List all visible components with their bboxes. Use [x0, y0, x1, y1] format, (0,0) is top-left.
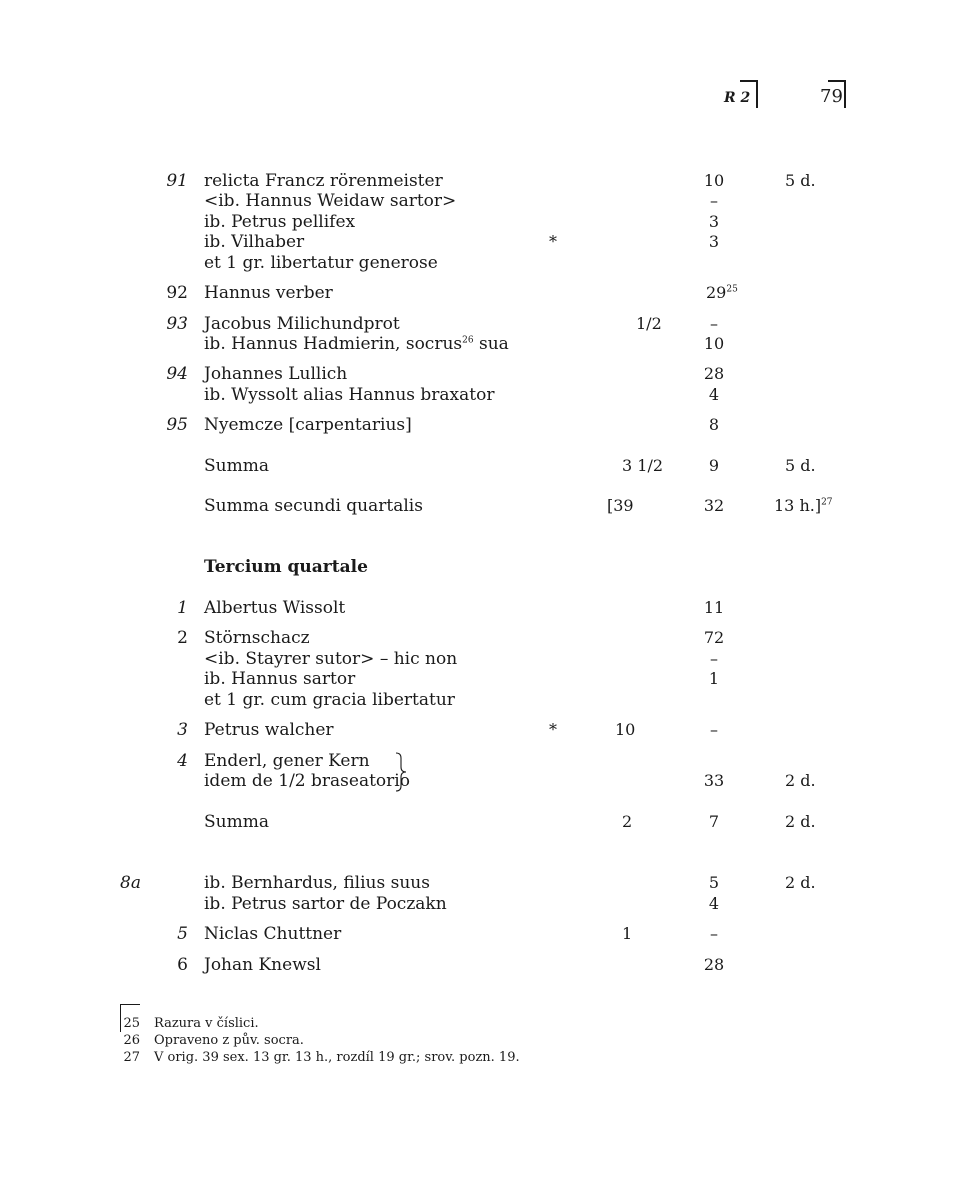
brace-icon [394, 752, 408, 792]
marginal-folio-note: 8a [120, 873, 141, 893]
entry-line: ib. Vilhaber [204, 232, 305, 252]
entry-number: 93 [166, 314, 188, 334]
value-groschen: 3 [708, 232, 720, 251]
footnote-ref: 27 [821, 497, 833, 508]
value-groschen: 33 [703, 771, 725, 790]
value-sexagenae: 2 [622, 812, 633, 831]
entry-line: Johan Knewsl [204, 955, 321, 975]
signature-bracket-top [740, 80, 758, 82]
value-denarii: 2 d. [785, 812, 816, 831]
entry-number: 1 [177, 598, 188, 618]
entry-line: ib. Wyssolt alias Hannus braxator [204, 385, 495, 405]
entry-number: 5 [177, 924, 188, 944]
footnote-text: V orig. 39 sex. 13 gr. 13 h., rozdíl 19 gr.; srov. pozn. 19. [154, 1050, 520, 1065]
footnote-number: 26 [123, 1033, 140, 1048]
value-groschen: 5 [708, 873, 720, 892]
footnote-rule [120, 1004, 140, 1005]
value-sexagenae: 3 1/2 [622, 456, 664, 475]
value-denarii: 5 d. [785, 456, 816, 475]
value-hellers: 13 h.]$^{27}$ [774, 496, 833, 515]
footnote-ref: 25 [726, 284, 738, 295]
summa-label: Summa [204, 812, 269, 832]
page-number: 79 [820, 86, 843, 107]
entry-line: ib. Hannus Hadmierin, socrus$^{26}$ sua [204, 334, 509, 354]
entry-line: ib. Bernhardus, filius suus [204, 873, 430, 893]
value-groschen: 28 [703, 364, 725, 383]
entry-line: ib. Petrus pellifex [204, 212, 356, 232]
entry-line: et 1 gr. libertatur generose [204, 253, 438, 273]
value-denarii: 2 d. [785, 771, 816, 790]
entry-line: Albertus Wissolt [204, 598, 346, 618]
entry-line: ib. Petrus sartor de Poczakn [204, 894, 447, 914]
page-number-bracket-top [828, 80, 846, 82]
asterisk-mark: * [549, 720, 557, 739]
entry-line: ib. Hannus sartor [204, 669, 356, 689]
entry-line: Johannes Lullich [204, 364, 348, 384]
value-groschen: 28 [703, 955, 725, 974]
value-groschen: – [710, 649, 718, 668]
entry-line: <ib. Hannus Weidaw sartor> [204, 191, 457, 211]
footnote-number: 27 [123, 1050, 140, 1065]
value-groschen: 9 [708, 456, 720, 475]
entry-number: 94 [166, 364, 188, 384]
entry-line: Hannus verber [204, 283, 333, 303]
value-groschen: – [710, 314, 718, 333]
entry-line: et 1 gr. cum gracia libertatur [204, 690, 455, 710]
value-groschen: 11 [703, 598, 725, 617]
value-groschen: – [710, 924, 718, 943]
entry-number: 6 [177, 955, 188, 975]
value-groschen: 8 [708, 415, 720, 434]
value-sexagenae: 1 [622, 924, 633, 943]
value-groschen: 7 [708, 812, 720, 831]
value-groschen: 72 [703, 628, 725, 647]
entry-line: Petrus walcher [204, 720, 334, 740]
entry-number: 4 [177, 751, 188, 771]
value-groschen: 1 [708, 669, 720, 688]
summa-label: Summa [204, 456, 269, 476]
value-denarii: 5 d. [785, 171, 816, 190]
entry-line: Enderl, gener Kern [204, 751, 370, 771]
value-sexagenae: [39 [607, 496, 634, 515]
value-groschen: $29^{25}$ [706, 283, 738, 302]
signature-bracket [756, 80, 758, 108]
entry-number: 2 [177, 628, 188, 648]
footnote-text: Razura v číslici. [154, 1016, 259, 1031]
entry-number: 92 [166, 283, 188, 303]
value-groschen: 32 [703, 496, 725, 515]
value-groschen: 10 [703, 334, 725, 353]
entry-line: Störnschacz [204, 628, 310, 648]
value-sexagenae: 1/2 [636, 314, 662, 333]
summa-label: Summa secundi quartalis [204, 496, 423, 516]
footnote-ref: 26 [462, 335, 474, 346]
entry-line: idem de 1/2 braseatorio [204, 771, 410, 791]
entry-line: relicta Francz rörenmeister [204, 171, 443, 191]
value-groschen: 4 [708, 385, 720, 404]
value-denarii: 2 d. [785, 873, 816, 892]
footnote-text: Opraveno z pův. socra. [154, 1033, 304, 1048]
running-head-signature: R 2 [724, 90, 751, 106]
section-title: Tercium quartale [204, 557, 368, 577]
entry-number: 91 [166, 171, 188, 191]
entry-number: 95 [166, 415, 188, 435]
asterisk-mark: * [549, 232, 557, 251]
value-groschen: 3 [708, 212, 720, 231]
value-groschen: – [710, 720, 718, 739]
entry-line: Niclas Chuttner [204, 924, 342, 944]
value-groschen: – [710, 191, 718, 210]
value-groschen: 4 [708, 894, 720, 913]
footnote-number: 25 [123, 1016, 140, 1031]
entry-line: Jacobus Milichundprot [204, 314, 400, 334]
entry-line: <ib. Stayrer sutor> – hic non [204, 649, 458, 669]
value-groschen: 10 [703, 171, 725, 190]
page-number-bracket [844, 80, 846, 108]
value-sexagenae: 10 [615, 720, 636, 739]
entry-line: Nyemcze [carpentarius] [204, 415, 412, 435]
entry-number: 3 [177, 720, 188, 740]
